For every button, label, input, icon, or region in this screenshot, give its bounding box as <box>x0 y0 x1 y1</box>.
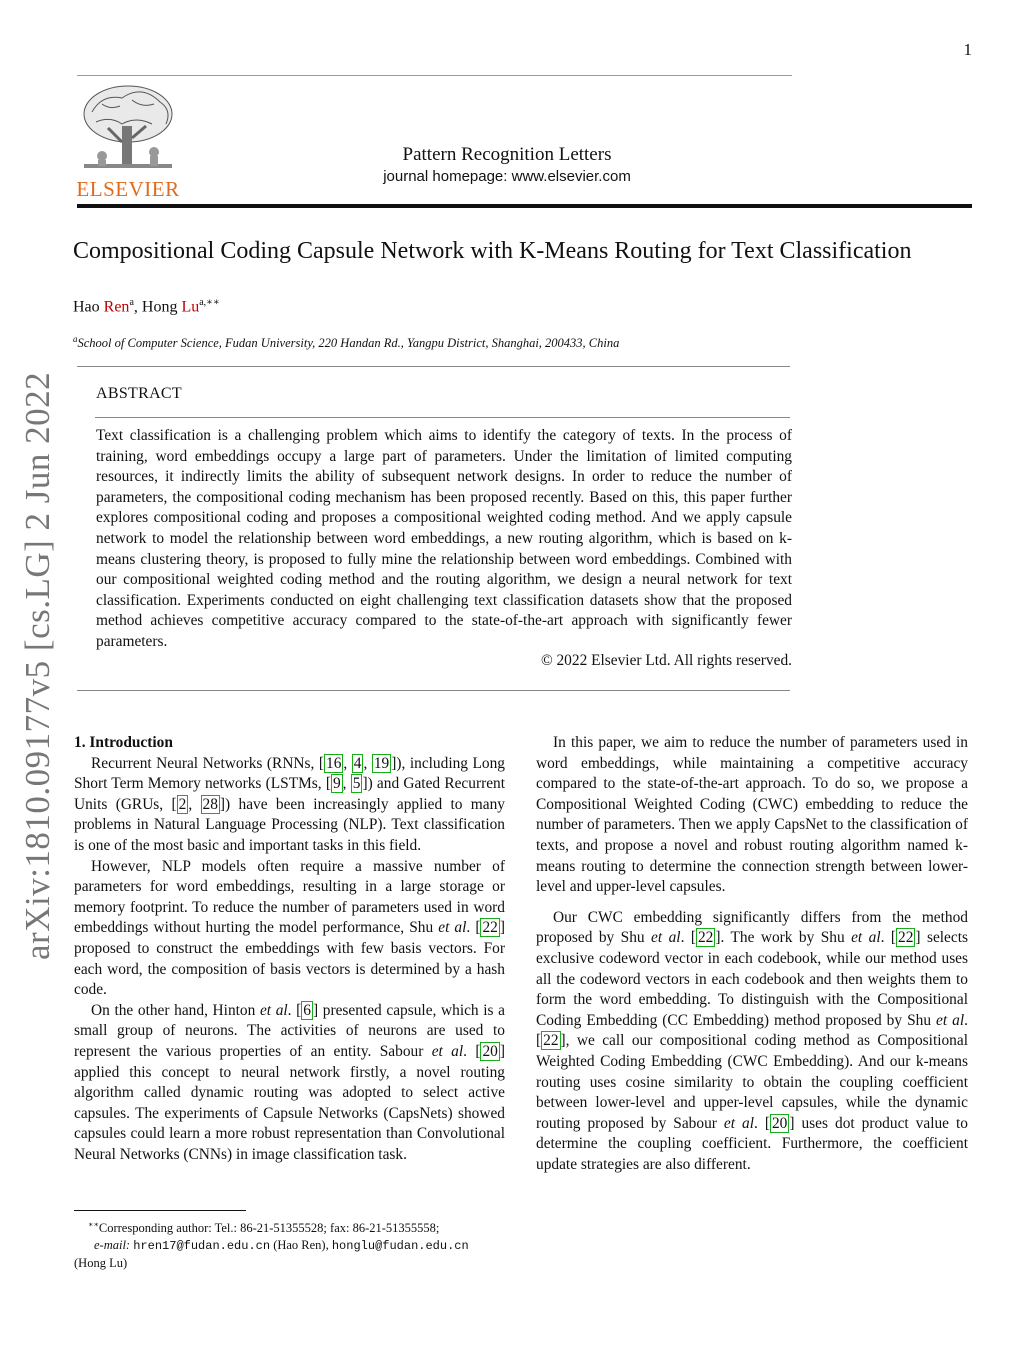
author-given-name: Hao <box>73 298 104 316</box>
email-link[interactable]: honglu@fudan.edu.cn <box>331 1239 469 1254</box>
citation-link[interactable]: 22 <box>898 929 914 947</box>
text-run: . [ <box>753 1114 770 1132</box>
citation-link[interactable]: 20 <box>482 1042 498 1060</box>
text-run: . [ <box>680 929 696 947</box>
citation-link[interactable]: 6 <box>303 1001 311 1019</box>
citation-link[interactable]: 28 <box>202 795 218 813</box>
right-column <box>536 733 968 1175</box>
intro-paragraph-5 <box>536 908 968 1176</box>
citation-link[interactable]: 22 <box>697 929 714 947</box>
text-run: , <box>342 775 351 793</box>
page-number: 1 <box>963 40 972 59</box>
citation-link[interactable]: 5 <box>352 775 361 793</box>
paper-title: Compositional Coding Capsule Network with K-Means Routing for Text Classification <box>73 238 912 264</box>
text-run: et al <box>723 1114 754 1132</box>
header-divider <box>77 204 972 208</box>
corresponding-author-footnote <box>74 1216 505 1272</box>
text-run: ]), including Long Short Term Memory networks (LSTMs, [ <box>74 754 505 793</box>
footnote-name: (Hao Ren), <box>270 1238 332 1253</box>
footnote-contact: Corresponding author: Tel.: 86-21-51355528; fax: 86-21-51355558; <box>98 1221 440 1236</box>
footnote-line <box>74 1237 505 1255</box>
author-separator: , Hong <box>133 298 182 316</box>
text-run: ] selects exclusive codeword vector in each codebook, while our method uses all the codeword vectors in each codebook and then weights them to form the word embedding. To distinguish with the Compositional Coding Embedding (CC Embedding) method proposed by Shu <box>536 929 968 1029</box>
footnote-name: (Hong Lu) <box>74 1256 128 1271</box>
tree-icon <box>72 82 184 174</box>
affiliation-text: School of Computer Science, Fudan University, 220 Handan Rd., Yangpu District, Shanghai, 200433, China <box>77 336 620 351</box>
email-label: e-mail: <box>94 1238 131 1253</box>
intro-paragraph-3 <box>74 1001 505 1166</box>
top-divider <box>77 75 792 76</box>
author-link-lu[interactable]: Lu <box>181 298 200 316</box>
text-run: ] proposed to construct the embeddings with few basis vectors. For each word, the composition of basis vectors is determined by a hash code. <box>74 919 506 999</box>
abstract-heading-divider <box>95 417 790 418</box>
author-affiliation-mark: a <box>129 297 134 308</box>
abstract-top-divider <box>77 366 790 367</box>
citation-link[interactable]: 20 <box>771 1114 788 1132</box>
text-run: ]) have been increasingly applied to many problems in Natural Language Processing (NLP). Text classification is one of the most basic and important tasks in this field. <box>74 795 506 854</box>
intro-paragraph-1 <box>74 754 505 857</box>
abstract-heading: ABSTRACT <box>96 385 182 402</box>
elsevier-logo <box>72 82 184 200</box>
section-heading: 1. Introduction <box>74 734 173 751</box>
citation-link[interactable]: 4 <box>353 754 362 772</box>
text-run: , <box>343 754 352 772</box>
footnote-mark: ∗∗ <box>88 1220 99 1229</box>
author-affiliation-mark: a,∗∗ <box>199 297 220 308</box>
copyright-notice: © 2022 Elsevier Ltd. All rights reserved. <box>540 652 792 669</box>
abstract-bottom-divider <box>77 690 790 691</box>
text-run: ]. The work by Shu <box>715 929 852 947</box>
intro-paragraph-2 <box>74 857 505 1001</box>
elsevier-wordmark: ELSEVIER <box>76 177 180 201</box>
text-run: et al <box>438 919 467 937</box>
citation-link[interactable]: 22 <box>543 1032 559 1050</box>
text-run: et al <box>651 929 681 947</box>
text-run: ] presented capsule, which is a small group of neurons. The activities of neurons are used to represent the various properties of an entity. Sabour <box>74 1001 505 1060</box>
text-run: . [ <box>466 919 481 937</box>
text-run: Recurrent Neural Networks (RNNs, [ <box>91 754 325 772</box>
text-run: . [ <box>880 929 897 947</box>
footnote-line <box>74 1216 505 1237</box>
author-list <box>73 297 220 316</box>
text-run: ], we call our compositional coding method as Compositional Weighted Coding Embedding (CWC Embedding). And our k-means routing uses cosine similarity to obtain the coupling coefficient between lower-level and upper-level capsules, while the dynamic routing proposed by Sabour <box>536 1032 968 1132</box>
text-run: . [ <box>463 1042 481 1060</box>
text-run: In this paper, we aim to reduce the number of parameters used in word embeddings, while maintaining a competitive accuracy compared to the state-of-the-art approach. To do so, we propose a Compositional Weighted Coding (CWC) embedding to reduce the number of parameters. Then we apply CapsNet to the classification of texts, and propose a novel and robust routing algorithm named k-means routing to determine the connection strength between lower-level and upper-level capsules. <box>536 734 968 896</box>
affiliation <box>73 334 619 351</box>
text-run: ] applied this concept to neural network firstly, a novel routing algorithm called dynamic routing was adopted to select active capsules. The experiments of Capsule Networks (CapsNets) showed capsules could learn a more robust representation than Convolutional Neural Networks (CNNs) in image classification task. <box>74 1042 505 1163</box>
author-link-ren[interactable]: Ren <box>103 298 130 316</box>
intro-paragraph-4 <box>536 733 968 898</box>
text-run: . [ <box>536 1011 968 1050</box>
left-column <box>74 733 505 1165</box>
email-link[interactable]: hren17@fudan.edu.cn <box>133 1239 271 1254</box>
text-run: , <box>188 795 201 813</box>
citation-link[interactable]: 22 <box>482 919 498 937</box>
text-run: et al <box>431 1042 464 1060</box>
citation-link[interactable]: 9 <box>332 775 341 793</box>
text-run: et al <box>851 929 881 947</box>
text-run: On the other hand, Hinton <box>91 1001 260 1019</box>
text-run: ]) and Gated Recurrent Units (GRUs, [ <box>74 775 505 813</box>
citation-link[interactable]: 19 <box>373 754 390 772</box>
text-run: , <box>363 754 372 772</box>
abstract-text: Text classification is a challenging problem which aims to identify the category of texts. In the process of training, word embeddings occupy a large part of parameters. Under the limitation of limited computing resources, it indirectly limits the ability of subsequent network designs. In order to reduce the number of parameters, the compositional coding mechanism has been proposed recently. Based on this, this paper further explores compositional coding and proposes a compositional weighted coding method. And we apply capsule network to model the relationship between word embeddings, a new routing algorithm, which is based on k-means clustering theory, is proposed to fully mine the relationship between word embeddings. Combined with our compositional weighted coding method and the routing algorithm, we design a neural network for text classification. Experiments conducted on eight challenging text classification datasets show that the proposed method achieves competitive accuracy compared to the state-of-the-art approach with significantly fewer parameters. <box>96 427 792 650</box>
text-run: ] uses dot product value to determine the coupling coefficient. Furthermore, the coefficient update strategies are also different. <box>536 1114 968 1173</box>
journal-homepage: journal homepage: www.elsevier.com <box>383 168 631 185</box>
footnote-divider <box>74 1210 246 1211</box>
journal-name: Pattern Recognition Letters <box>402 144 612 165</box>
text-run: et al <box>936 1011 965 1029</box>
citation-link[interactable]: 2 <box>178 795 187 813</box>
text-run: et al <box>259 1001 288 1019</box>
arxiv-stamp: arXiv:1810.09177v5 [cs.LG] 2 Jun 2022 <box>18 371 57 960</box>
footnote-line <box>74 1255 505 1272</box>
citation-link[interactable]: 16 <box>326 754 342 772</box>
text-run: However, NLP models often require a massive number of parameters for word embeddings, resulting in a large storage or memory footprint. To reduce the number of parameters used in word embeddings without hurting the model performance, Shu <box>74 857 505 937</box>
text-run: . [ <box>287 1001 302 1019</box>
affiliation-mark: a <box>73 334 78 344</box>
text-run: Our CWC embedding significantly differs from the method proposed by Shu <box>536 908 968 947</box>
